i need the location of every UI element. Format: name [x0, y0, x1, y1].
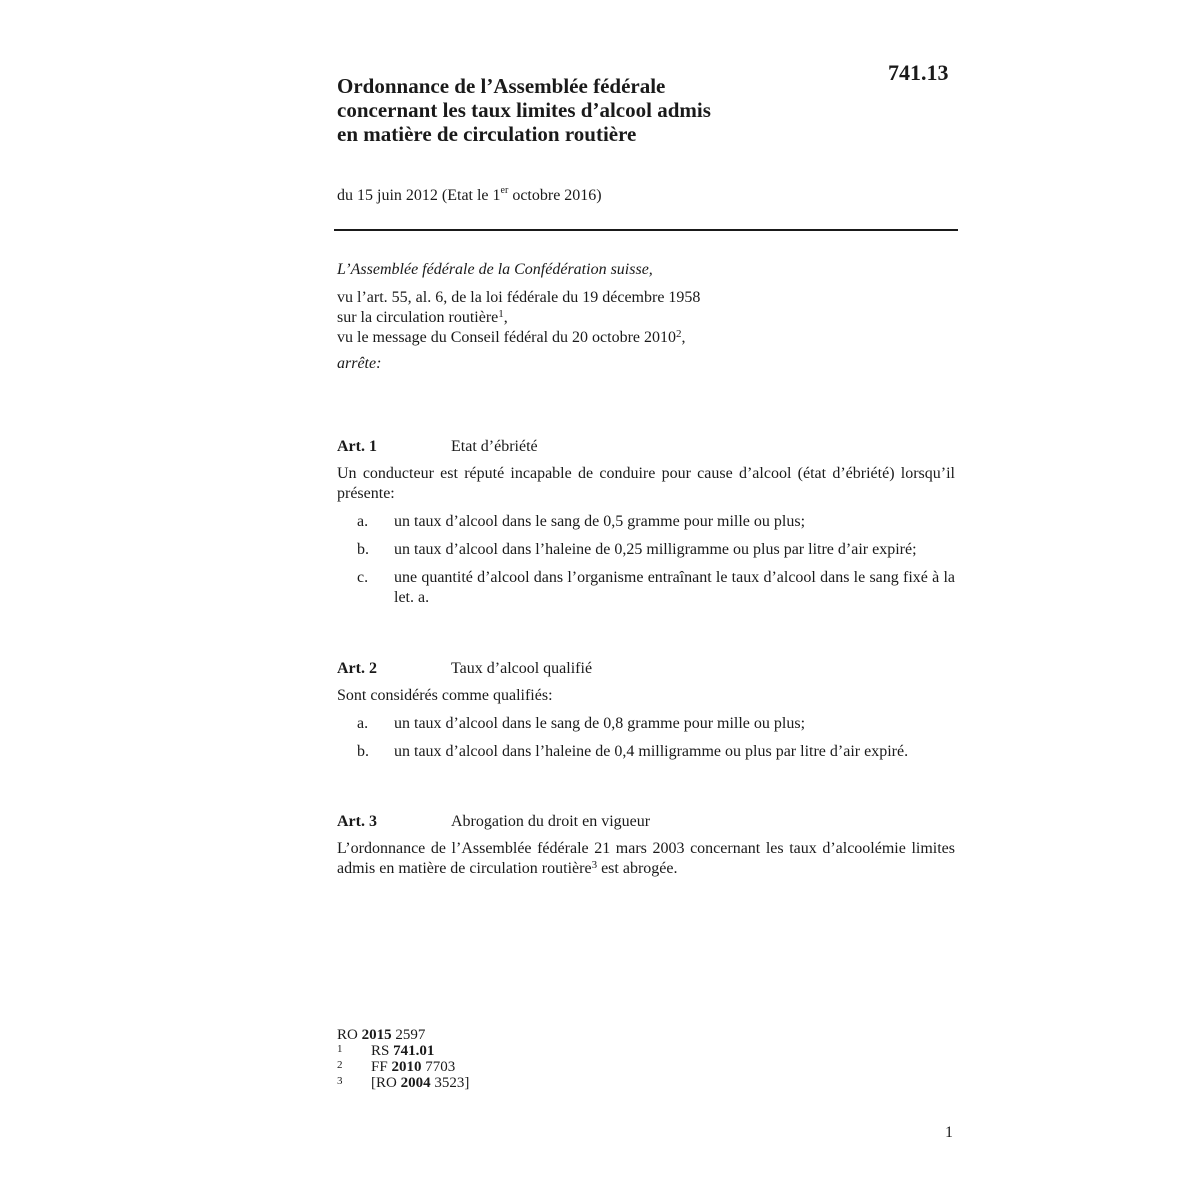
article-number: Art. 3	[337, 813, 377, 830]
article-title: Taux d’alcool qualifié	[451, 660, 593, 677]
article-body	[337, 839, 955, 879]
article-list	[337, 512, 955, 608]
footnote-text	[371, 1059, 455, 1075]
article-number: Art. 2	[337, 660, 377, 677]
footnote-prefix: [RO	[371, 1075, 401, 1091]
document-title	[337, 74, 857, 146]
official-compilation-ref	[337, 1027, 469, 1043]
article-number: Art. 1	[337, 438, 377, 455]
preamble-authority: L’Assemblée fédérale de la Confédération suisse,	[337, 261, 653, 278]
page-number: 1	[945, 1124, 953, 1141]
article-heading	[337, 812, 955, 832]
preamble-line: vu l’art. 55, al. 6, de la loi fédérale du 19 décembre 1958	[337, 289, 701, 306]
footnote-ref[interactable]: 1	[498, 308, 504, 320]
preamble	[337, 260, 957, 374]
article-text: L’ordonnance de l’Assemblée fédérale 21 mars 2003 concernant les taux d’alcoolémie limites admis en matière de circulation routière	[337, 840, 955, 877]
list-text: un taux d’alcool dans le sang de 0,5 gramme pour mille ou plus;	[394, 513, 806, 530]
preamble-punct: ,	[503, 309, 508, 326]
article-intro: Un conducteur est réputé incapable de conduire pour cause d’alcool (état d’ébriété) lorsqu’il présente:	[337, 465, 955, 502]
footnote-text	[371, 1043, 434, 1059]
date-suffix: octobre 2016)	[508, 187, 602, 204]
header-divider	[334, 229, 958, 231]
footnote-number: 1	[337, 1043, 343, 1055]
list-letter: a.	[357, 715, 369, 732]
article-3	[337, 812, 955, 879]
article-heading	[337, 437, 955, 457]
footnote-ref[interactable]: 3	[591, 859, 598, 871]
footnote	[337, 1059, 469, 1075]
footnote-bold: 2010	[391, 1059, 422, 1075]
list-text: un taux d’alcool dans le sang de 0,8 gramme pour mille ou plus;	[394, 715, 806, 732]
preamble-line	[337, 328, 957, 348]
ro-year: 2015	[361, 1027, 392, 1043]
sr-number: 741.13	[888, 60, 949, 85]
list-letter: b.	[357, 541, 369, 558]
footnote-ref[interactable]: 2	[676, 328, 682, 340]
date-prefix: du 15 juin 2012 (Etat le 1	[337, 187, 501, 204]
preamble-decree: arrête:	[337, 355, 382, 372]
title-line: concernant les taux limites d’alcool admis	[337, 98, 711, 122]
title-line: en matière de circulation routière	[337, 122, 637, 146]
article-1	[337, 437, 955, 616]
list-text: un taux d’alcool dans l’haleine de 0,4 milligramme ou plus par litre d’air expiré.	[394, 743, 909, 760]
footnote	[337, 1075, 469, 1091]
footnote-text	[371, 1075, 469, 1091]
preamble-line	[337, 308, 957, 328]
preamble-text: sur la circulation routière	[337, 309, 499, 326]
date-superscript: er	[500, 185, 509, 196]
footnote	[337, 1043, 469, 1059]
preamble-punct: ,	[681, 329, 686, 346]
title-line: Ordonnance de l’Assemblée fédérale	[337, 74, 666, 98]
article-intro: Sont considérés comme qualifiés:	[337, 687, 553, 704]
article-2	[337, 659, 955, 770]
article-title: Etat d’ébriété	[451, 438, 538, 455]
list-letter: b.	[357, 743, 369, 760]
footnote-suffix: 7703	[421, 1059, 456, 1075]
article-list	[337, 714, 955, 762]
list-text: une quantité d’alcool dans l’organisme entraînant le taux d’alcool dans le sang fixé à la let. a.	[394, 569, 955, 606]
list-letter: c.	[357, 569, 369, 586]
list-item	[337, 714, 955, 734]
document-date	[337, 187, 602, 205]
ro-page: 2597	[391, 1027, 426, 1043]
article-title: Abrogation du droit en vigueur	[451, 813, 651, 830]
footnote-prefix: RS	[371, 1043, 394, 1059]
article-text-tail: est abrogée.	[597, 860, 678, 877]
footnote-suffix: 3523]	[430, 1075, 470, 1091]
ro-prefix: RO	[337, 1027, 362, 1043]
footnotes	[337, 1027, 469, 1091]
preamble-text: vu le message du Conseil fédéral du 20 octobre 2010	[337, 329, 677, 346]
list-item	[337, 742, 955, 762]
footnote-number: 2	[337, 1059, 343, 1071]
footnote-prefix: FF	[371, 1059, 392, 1075]
list-letter: a.	[357, 513, 369, 530]
footnote-bold: 741.01	[393, 1043, 435, 1059]
list-item	[337, 540, 955, 560]
footnote-number: 3	[337, 1075, 343, 1087]
list-item	[337, 568, 955, 608]
list-item	[337, 512, 955, 532]
footnote-bold: 2004	[400, 1075, 431, 1091]
list-text: un taux d’alcool dans l’haleine de 0,25 milligramme ou plus par litre d’air expiré;	[394, 541, 917, 558]
article-heading	[337, 659, 955, 679]
